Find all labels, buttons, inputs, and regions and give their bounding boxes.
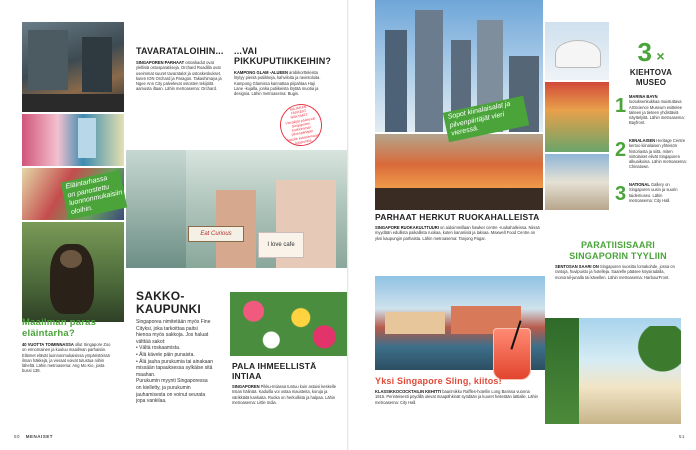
sign-eat-curious: Eat Curious (188, 226, 244, 242)
skyline-caption-tag: Sopot kiinalaisalat ja pilvenpiirtäjät vieri vieressä. (443, 96, 529, 142)
right-page (349, 0, 696, 450)
photo-little-india (230, 292, 348, 356)
museum-item (615, 138, 687, 178)
page-number-right: 51 (679, 434, 686, 439)
magazine-brand: MENAISET (25, 434, 54, 439)
section-text: baarimikko Raffles-hotellin Long Barissa vuonna 1915. Perinteisesti pöydillä olevat maapähkinät syödään ja kuoret heitetään lattialle. Lähin metroasema: City Hall. (375, 389, 538, 405)
photo-cafe (126, 150, 348, 268)
zoo-caption-tag: Eläintarhassa on panostettu luonnonmukaisiin oloihin. (61, 170, 128, 220)
photo-heritage-centre (545, 82, 609, 152)
sling-cocktail-glass (489, 320, 533, 380)
section-outro: Purukumin myynti Singaporessa on kielletty, ja purukumin jauhamisesta on voinut seurata jopa vankilaa. (136, 378, 208, 405)
section-text: ollut Singapore Zoo on erinomainen ja kuuluu maailman parhaisiin. Eläimet elävät luonnonmukaisissa ympäristöissä ilman häkkejä, ja vieraat voivat tutustua niihin läheltä. Lähin metroasema: Ang Mo Kio, josta bussi 138. (22, 342, 111, 374)
section-sentosa (555, 240, 681, 280)
photo-national-gallery (545, 154, 609, 210)
section-title: Yksi Singapore Sling, kiitos! (375, 376, 502, 386)
museum-number: 1 (615, 95, 627, 117)
page-number: 50 (14, 434, 21, 439)
section-intro: Singaporea nimitetään myös Fine Cityksi, joka tarkoittaa paitsi hienoa myös sakkoja. Jos haluat välttää sakot: (136, 319, 211, 345)
rule-bullet: • Älä jauha purukumia tai ainakaan missään tapauksessa sylkäise sitä maahan. (136, 358, 214, 378)
section-little-india (232, 362, 336, 405)
multiply-icon: × (656, 48, 665, 64)
photo-chimpanzee (22, 222, 124, 322)
lead-text: NATIONAL (629, 182, 650, 187)
section-title: Maailman paras eläintarha? (22, 317, 97, 339)
section-fine-city (136, 290, 214, 405)
museum-number: 3 (615, 183, 627, 205)
lead-text: KAMPONG GLAM -ALUEEN (234, 70, 288, 75)
lead-text: KLASSIKKOCOCKTAILIN KEHITTI (375, 389, 442, 394)
museum-text: Heritage Centre kertoo kiinalaisen yhteisön historiasta ja siitä, miten siirtolaiset elivät Singaporen alkuaikoina. Lähin metroasema: Chinatown. (629, 138, 687, 170)
section-title: PARATIISISAARI SINGAPORIN TYYLIIN (569, 240, 667, 261)
photo-sentosa-beach (545, 318, 681, 424)
section-text: arabikortteleista löytyy pieniä putiikkeja, kahviloita ja ravintoloita. Kampong Glamissa kannattaa piipahtaa Haji Lane -kujalla, jonka putiikeista löytää muotia ja designia. Lähin metroasema: Bugis. (234, 70, 321, 97)
section-title: PARHAAT HERKUT RUOKAHALLEISTA (375, 212, 540, 222)
rule-bullet: • Älä kävele päin punaista. (136, 351, 195, 358)
lead-text: KIINALAISEN (629, 138, 656, 143)
section-food (375, 212, 541, 241)
museum-item (615, 94, 687, 134)
section-boutiques (234, 46, 332, 97)
sign-i-love-cafe: I love cafe (258, 232, 304, 258)
section-museums (615, 37, 687, 212)
museums-title: KIEHTOVA MUSEO (629, 68, 673, 87)
rule-bullet: • Vältä roskaamista. (136, 345, 181, 352)
section-text: Singaporen suosittu lomakohde, jossa on rantoja, huvipuisto ja hotelleja. Saarelle pääsee köysiradalla, monorail-junalla tai kävellen. Lähin metroasema: HarbourFront. (555, 264, 675, 280)
museum-count: 3 (637, 37, 652, 67)
left-footer (14, 434, 53, 439)
photo-orchard-road (22, 22, 124, 112)
section-text: Pikku-Intiassa tuntuu kuin astuisi keskelle Intian hälinää. Kaduilla voi ostaa mausteita, koruja ja värikkäitä kankaita. Ruoka on herkullista ja halpaa. Lähin metroasema: Little India. (232, 384, 336, 405)
museum-text: Gallery on Singaporen uusin ja suurin taidemuseo. Lähin metroasema: City Hall. (629, 182, 678, 203)
museum-number: 2 (615, 139, 627, 161)
lead-text: MARINA BAYN (629, 94, 658, 99)
photo-haji-lane (22, 114, 124, 166)
lead-text: 40 VUOTTA TOIMINNASSA (22, 342, 74, 347)
section-text: on aidoimmillaan hawker centre -ruokahalleissa. Niissä myydään edullista paikallista ruokaa, kuten kanariisiä ja laksaa. Maxwell Food Centre on yksi kaupungin parhaista. Lähin metroasema: Tanjong Pagar. (375, 225, 540, 241)
photo-artscience-museum (545, 22, 609, 80)
section-text: ostoskadut ovat ylellisiä ostosparatiiseja. Orchard Roadilla ovat useimmat suuret tavaratalot ja ostoskeskukset, kuten ION Orchard ja Paragon. Takashimaya ja Ngee Ann City palvelevat ostosten tekijöitä aamusta iltaan. Lähin metroasema: Orchard. (136, 60, 222, 92)
section-title: TAVARATALOIHIN... (136, 46, 224, 56)
museum-text: lootuksenkukkaa muistuttava ArtScience Museum esittelee taiteen ja tieteen yhdistäviä näyttelyitä. Lähin metroasema: Bayfront. (629, 99, 685, 126)
photo-chinatown (375, 134, 543, 210)
museum-item (615, 182, 687, 212)
lead-text: SENTOSAN SAARI ON (555, 264, 599, 269)
section-singapore-sling (375, 376, 541, 405)
section-zoo (22, 318, 114, 374)
lead-text: SINGAPOREN PARHAAT (136, 60, 185, 65)
section-title: SAKKO-KAUPUNKI (136, 289, 201, 316)
section-title: ...VAI PIKKUPUTIIKKEIHIN? (234, 46, 332, 66)
section-title: PALA IHMEELLISTÄ INTIAA (232, 361, 317, 381)
lead-text: SINGAPOREN (232, 384, 260, 389)
observation-badge: MAJAKAN HUIKEAT NÄKYMÄT. Vierailijat pääsevät Singaporen korkeimman pilvenpiirtäjän katolle katselemaan kaupunkia. (277, 101, 326, 150)
lead-text: SINGAPORE RUOKAKULTTUURI (375, 225, 439, 230)
section-department-stores (136, 46, 228, 92)
